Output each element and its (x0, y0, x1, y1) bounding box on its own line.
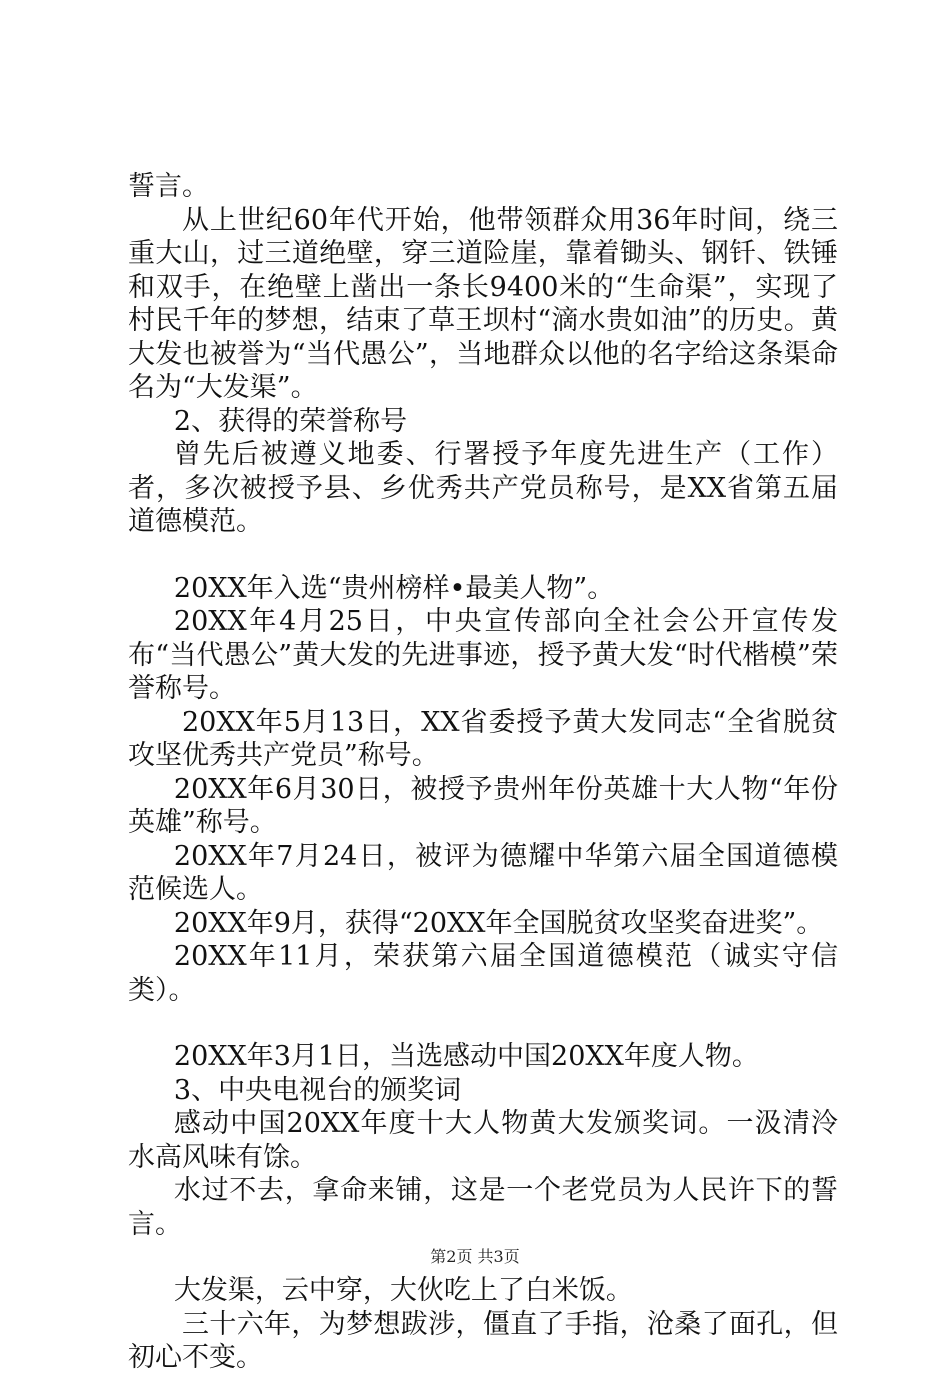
paragraph-honor-guizhou-model: 20XX年入选“贵州榜样•最美人物”。 (173, 572, 615, 604)
paragraph-award-perseverance: 三十六年，为梦想跋涉，僵直了手指，沧桑了面孔，但初心不变。 (128, 1308, 838, 1373)
document-body (128, 170, 838, 1375)
paragraph-honor-moral-candidate: 20XX年7月24日，被评为德耀中华第六届全国道德模范候选人。 (128, 840, 838, 905)
paragraph-canal-history: 从上世纪60年代开始，他带领群众用36年时间，绕三重大山，过三道绝壁，穿三道险崖，靠着锄头、钢钎、铁锤和双手，在绝壁上凿出一条长9400米的“生命渠”，实现了村民千年的梦想，结束了草王坝村“滴水贵如油”的历史。黄大发也被誉为“当代愚公”，当地群众以他的名字给这条渠命名为“大发渠”。 (128, 204, 838, 403)
section-heading-cctv-award: 3、中央电视台的颁奖词 (173, 1074, 462, 1106)
paragraph-award-intro: 感动中国20XX年度十大人物黄大发颁奖词。一汲清泠水高风味有馀。 (128, 1108, 838, 1173)
paragraph-honor-moral-model: 20XX年11月，荣获第六届全国道德模范（诚实守信类）。 (128, 941, 838, 1006)
paragraph-oath-end: 誓言。 (128, 171, 209, 202)
page-number: 第2页 共3页 (430, 1247, 520, 1266)
paragraph-honors-summary: 曾先后被遵义地委、行署授予年度先进生产（工作）者，多次被授予县、乡优秀共产党员称号，是XX省第五届道德模范。 (128, 439, 838, 537)
paragraph-award-oath: 水过不去，拿命来铺，这是一个老党员为人民许下的誓言。 (128, 1175, 838, 1240)
paragraph-honor-annual-hero: 20XX年6月30日，被授予贵州年份英雄十大人物“年份英雄”称号。 (128, 773, 838, 838)
page-footer (0, 1244, 950, 1267)
paragraph-honor-times-model: 20XX年4月25日，中央宣传部向全社会公开宣传发布“当代愚公”黄大发的先进事迹，授予黄大发“时代楷模”荣誉称号。 (128, 606, 838, 704)
paragraph-award-canal: 大发渠，云中穿，大伙吃上了白米饭。 (173, 1275, 633, 1306)
section-heading-honors: 2、获得的荣誉称号 (173, 405, 408, 437)
paragraph-honor-party-member: 20XX年5月13日，XX省委授予黄大发同志“全省脱贫攻坚优秀共产党员”称号。 (128, 706, 838, 771)
paragraph-honor-touching-china: 20XX年3月1日，当选感动中国20XX年度人物。 (173, 1041, 759, 1072)
paragraph-honor-poverty-award: 20XX年9月，获得“20XX年全国脱贫攻坚奖奋进奖”。 (173, 907, 824, 939)
